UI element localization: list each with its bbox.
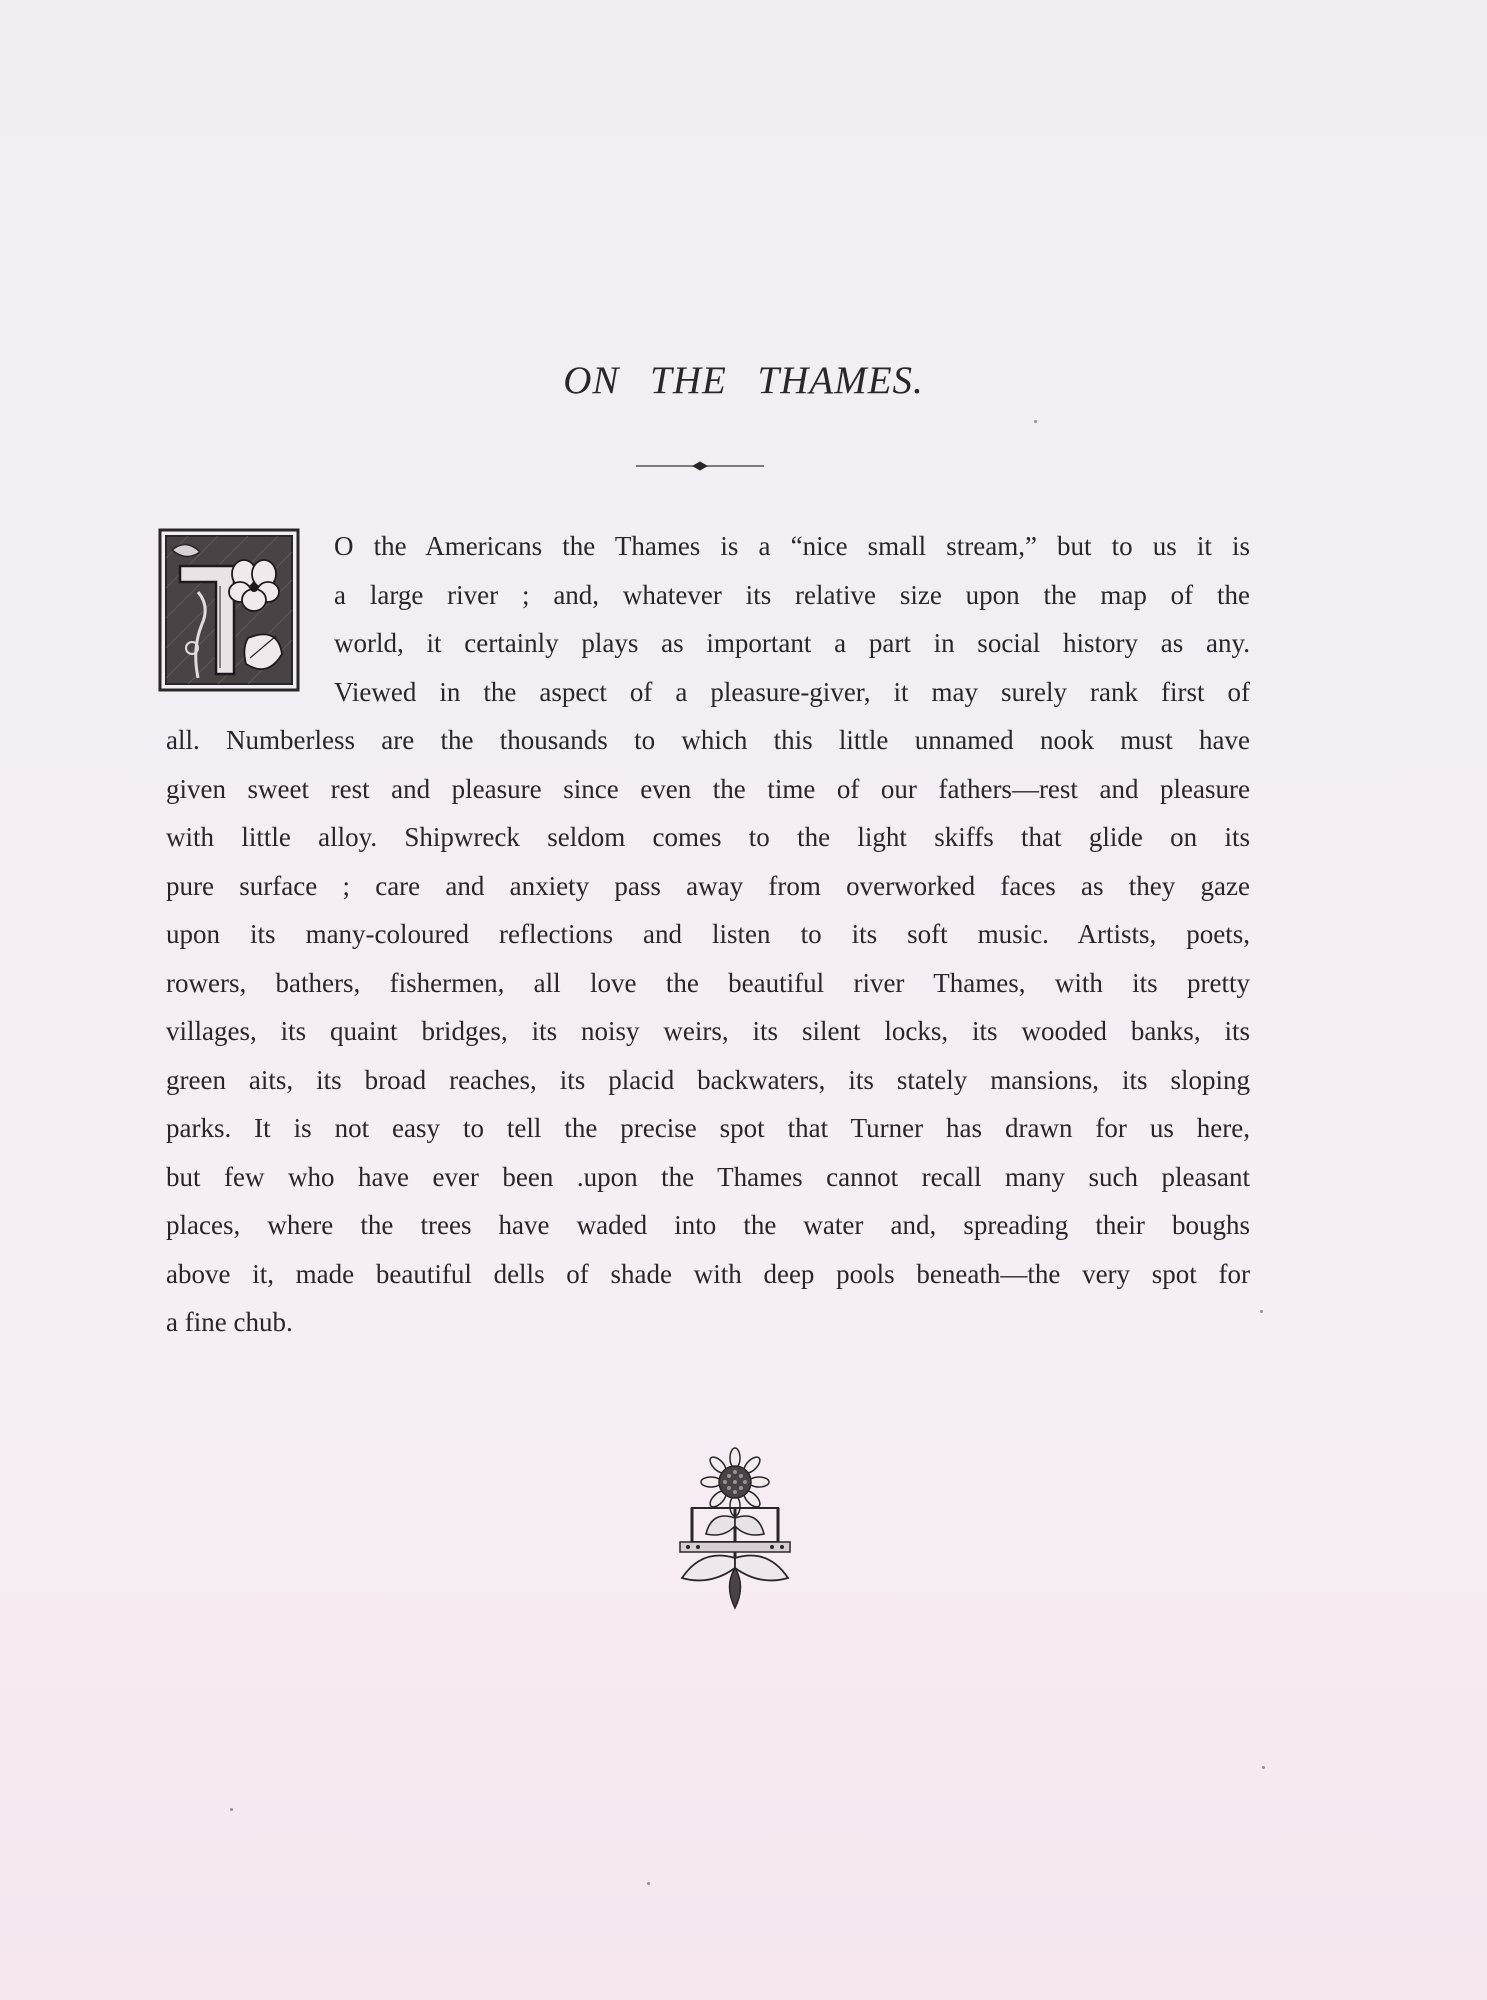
paper-speck	[1262, 1766, 1265, 1769]
text-line: upon its many-coloured reflections and listen to its soft music. Artists, poets,	[166, 919, 1250, 949]
text-line: world, it certainly plays as important a part in social history as any.	[334, 628, 1250, 658]
text-line: a large river ; and, whatever its relative size upon the map of the	[334, 579, 1250, 610]
text-line: given sweet rest and pleasure since even the time of our fathers—rest and pleasure	[166, 773, 1250, 804]
text-line: Viewed in the aspect of a pleasure-giver, it may surely rank first of	[334, 676, 1250, 707]
paper-speck	[647, 1882, 650, 1885]
text-line: all. Numberless are the thousands to which this little unnamed nook must have	[166, 725, 1250, 755]
text-line: a fine chub.	[166, 1307, 293, 1337]
text-line: O the Americans the Thames is a “nice small stream,” but to us it is	[334, 531, 1250, 561]
text-line: villages, its quaint bridges, its noisy weirs, its silent locks, its wooded banks, its	[166, 1016, 1250, 1046]
paper-speck	[1260, 1310, 1263, 1313]
text-line: green aits, its broad reaches, its placid backwaters, its stately mansions, its sloping	[166, 1064, 1250, 1095]
body-paragraph	[166, 522, 1250, 1347]
text-line: places, where the trees have waded into the water and, spreading their boughs	[166, 1210, 1250, 1240]
text-line: but few who have ever been .upon the Thames cannot recall many such pleasant	[166, 1161, 1250, 1192]
text-line: pure surface ; care and anxiety pass away from overworked faces as they gaze	[166, 870, 1250, 901]
page-title: ON THE THAMES.	[563, 359, 924, 402]
sunflower-ornament-icon	[678, 1446, 792, 1612]
text-line: above it, made beautiful dells of shade with deep pools beneath—the very spot for	[166, 1258, 1250, 1289]
paper-speck	[230, 1808, 233, 1811]
text-line: with little alloy. Shipwreck seldom comes to the light skiffs that glide on its	[166, 822, 1250, 852]
paper-speck	[1034, 420, 1037, 423]
text-line: rowers, bathers, fishermen, all love the beautiful river Thames, with its pretty	[166, 967, 1250, 998]
text-line: parks. It is not easy to tell the precise spot that Turner has drawn for us here,	[166, 1113, 1250, 1143]
diamond-rule-icon	[636, 458, 764, 474]
